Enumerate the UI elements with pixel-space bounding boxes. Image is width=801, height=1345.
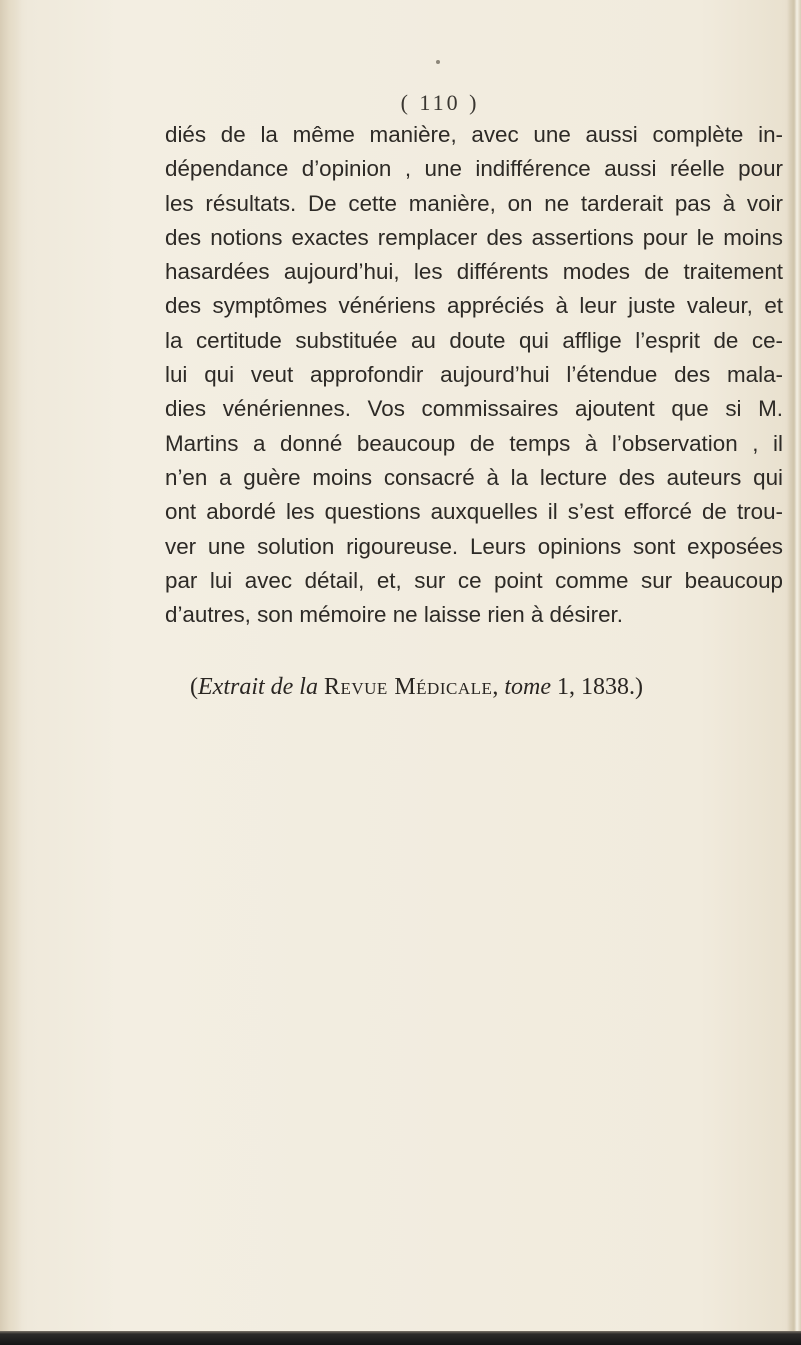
- text-line: lui qui veut approfondir aujourd’hui l’étendue des mala-: [165, 362, 783, 388]
- text-line: des notions exactes remplacer des assertions pour le moins: [165, 224, 783, 250]
- text-line: Martins a donné beaucoup de temps à l’observation , il: [165, 430, 783, 456]
- body-paragraph: [165, 118, 783, 632]
- scan-bottom-border: [0, 1331, 801, 1345]
- ink-speck: [436, 60, 440, 64]
- text-line: dies vénériennes. Vos commissaires ajoutent que si M.: [165, 396, 783, 422]
- text-line: les résultats. De cette manière, on ne tarderait pas à voir: [165, 190, 783, 216]
- text-line: ver une solution rigoureuse. Leurs opinions sont exposées: [165, 533, 783, 559]
- text-line: par lui avec détail, et, sur ce point comme sur beaucoup: [165, 567, 783, 593]
- citation-separator: ,: [492, 674, 499, 700]
- text-line: la certitude substituée au doute qui afflige l’esprit de ce-: [165, 327, 783, 353]
- text-line: d’autres, son mémoire ne laisse rien à désirer.: [165, 602, 623, 628]
- page-number: ( 110 ): [400, 90, 480, 115]
- text-line: des symptômes vénériens appréciés à leur juste valeur, et: [165, 293, 783, 319]
- citation-journal: Revue Médicale: [323, 674, 493, 700]
- source-citation: [190, 672, 790, 702]
- text-line: ont abordé les questions auxquelles il s’est efforcé de trou-: [165, 499, 783, 525]
- citation-details: 1, 1838.: [551, 674, 636, 700]
- citation-open-paren: (: [190, 674, 198, 700]
- text-line: dépendance d’opinion , une indifférence aussi réelle pour: [165, 156, 783, 182]
- citation-close-paren: ): [635, 674, 644, 700]
- text-line: hasardées aujourd’hui, les différents modes de traitement: [165, 259, 783, 285]
- citation-volume: tome: [504, 674, 552, 700]
- page-gutter-shadow: [0, 0, 22, 1345]
- text-line: n’en a guère moins consacré à la lecture des auteurs qui: [165, 464, 783, 490]
- citation-extract: Extrait de la: [198, 674, 318, 700]
- text-line: diés de la même manière, avec une aussi complète in-: [165, 122, 783, 147]
